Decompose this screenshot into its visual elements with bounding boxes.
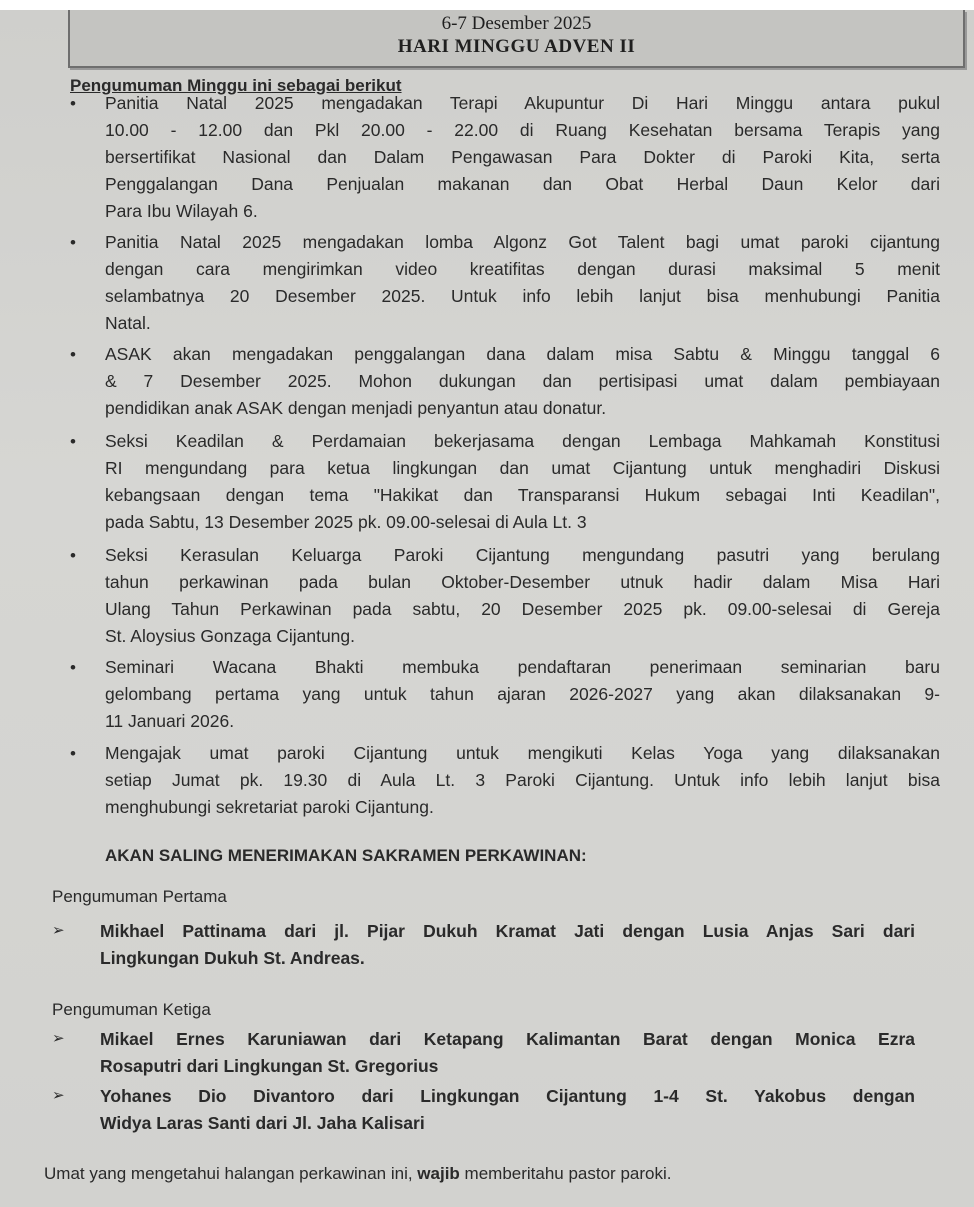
marriage-heading: AKAN SALING MENERIMAKAN SAKRAMEN PERKAWINAN:: [105, 846, 587, 865]
text-line: Mikhael Pattinama dari jl. Pijar Dukuh Kramat Jati dengan Lusia Anjas Sari dari: [100, 921, 915, 941]
arrow-bullet-icon: ➢: [52, 922, 65, 939]
text-line: pendidikan anak ASAK dengan menjadi penyantun atau donatur.: [105, 398, 607, 418]
item-text: [100, 1026, 915, 1079]
text-line: Natal.: [105, 313, 151, 333]
arrow-bullet-icon: ➢: [52, 1030, 65, 1047]
bullet-icon: •: [70, 94, 76, 113]
text-line: St. Aloysius Gonzaga Cijantung.: [105, 626, 356, 646]
text-line: selambatnya 20 Desember 2025. Untuk info lebih lanjut bisa menhubungi Panitia: [105, 286, 940, 306]
text-line: bersertifikat Nasional dan Dalam Pengawasan Para Dokter di Paroki Kita, serta: [105, 147, 940, 167]
item-text: [105, 229, 940, 337]
item-text: [105, 740, 940, 821]
bullet-icon: •: [70, 432, 76, 451]
text-line: 10.00 - 12.00 dan Pkl 20.00 - 22.00 di Ruang Kesehatan bersama Terapis yang: [105, 120, 940, 140]
item-text: [100, 1083, 915, 1136]
text-line: Penggalangan Dana Penjualan makanan dan Obat Herbal Daun Kelor dari: [105, 174, 940, 194]
item-text: [100, 918, 915, 971]
footer-text-after: memberitahu pastor paroki.: [459, 1164, 672, 1183]
text-line: dengan cara mengirimkan video kreatifitas dengan durasi maksimal 5 menit: [105, 259, 940, 279]
text-line: Lingkungan Dukuh St. Andreas.: [100, 948, 365, 968]
header-date: 6-7 Desember 2025: [441, 13, 592, 34]
item-text: [105, 341, 940, 422]
text-line: & 7 Desember 2025. Mohon dukungan dan pertisipasi umat dalam pembiayaan: [105, 371, 940, 391]
first-announcement-label: Pengumuman Pertama: [52, 887, 227, 906]
text-line: Seksi Keadilan & Perdamaian bekerjasama dengan Lembaga Mahkamah Konstitusi: [105, 431, 940, 451]
bullet-icon: •: [70, 658, 76, 677]
item-text: [105, 90, 940, 225]
text-line: Ulang Tahun Perkawinan pada sabtu, 20 Desember 2025 pk. 09.00-selesai di Gereja: [105, 599, 940, 619]
document-header: [68, 10, 965, 68]
bullet-icon: •: [70, 233, 76, 252]
footer-text-bold: wajib: [417, 1164, 460, 1183]
text-line: pada Sabtu, 13 Desember 2025 pk. 09.00-selesai di Aula Lt. 3: [105, 512, 587, 532]
text-line: Panitia Natal 2025 mengadakan Terapi Akupuntur Di Hari Minggu antara pukul: [105, 93, 940, 113]
bullet-icon: •: [70, 345, 76, 364]
item-text: [105, 542, 940, 650]
text-line: Seksi Kerasulan Keluarga Paroki Cijantung mengundang pasutri yang berulang: [105, 545, 940, 565]
text-line: Yohanes Dio Divantoro dari Lingkungan Cijantung 1-4 St. Yakobus dengan: [100, 1086, 915, 1106]
document-page: [0, 10, 974, 1207]
item-text: [105, 654, 940, 735]
text-line: Para Ibu Wilayah 6.: [105, 201, 258, 221]
text-line: gelombang pertama yang untuk tahun ajaran 2026-2027 yang akan dilaksanakan 9-: [105, 684, 940, 704]
text-line: menghubungi sekretariat paroki Cijantung.: [105, 797, 434, 817]
item-text: [105, 428, 940, 536]
text-line: setiap Jumat pk. 19.30 di Aula Lt. 3 Paroki Cijantung. Untuk info lebih lanjut bisa: [105, 770, 940, 790]
header-title: HARI MINGGU ADVEN II: [397, 36, 636, 57]
third-announcement-label: Pengumuman Ketiga: [52, 1000, 211, 1019]
bullet-icon: •: [70, 546, 76, 565]
intro-heading: Pengumuman Minggu ini sebagai berikut: [70, 76, 402, 95]
text-line: 11 Januari 2026.: [105, 711, 235, 731]
arrow-bullet-icon: ➢: [52, 1087, 65, 1104]
text-line: kebangsaan dengan tema "Hakikat dan Transparansi Hukum sebagai Inti Keadilan",: [105, 485, 940, 505]
text-line: tahun perkawinan pada bulan Oktober-Desember utnuk hadir dalam Misa Hari: [105, 572, 940, 592]
bullet-icon: •: [70, 744, 76, 763]
text-line: Rosaputri dari Lingkungan St. Gregorius: [100, 1056, 439, 1076]
text-line: RI mengundang para ketua lingkungan dan umat Cijantung untuk menghadiri Diskusi: [105, 458, 940, 478]
text-line: ASAK akan mengadakan penggalangan dana dalam misa Sabtu & Minggu tanggal 6: [105, 344, 940, 364]
text-line: Widya Laras Santi dari Jl. Jaha Kalisari: [100, 1113, 425, 1133]
text-line: Panitia Natal 2025 mengadakan lomba Algonz Got Talent bagi umat paroki cijantung: [105, 232, 940, 252]
text-line: Mengajak umat paroki Cijantung untuk mengikuti Kelas Yoga yang dilaksanakan: [105, 743, 940, 763]
text-line: Mikael Ernes Karuniawan dari Ketapang Kalimantan Barat dengan Monica Ezra: [100, 1029, 915, 1049]
text-line: Seminari Wacana Bhakti membuka pendaftaran penerimaan seminarian baru: [105, 657, 940, 677]
footer-note: [44, 1164, 671, 1184]
footer-text-before: Umat yang mengetahui halangan perkawinan ini,: [44, 1164, 418, 1183]
